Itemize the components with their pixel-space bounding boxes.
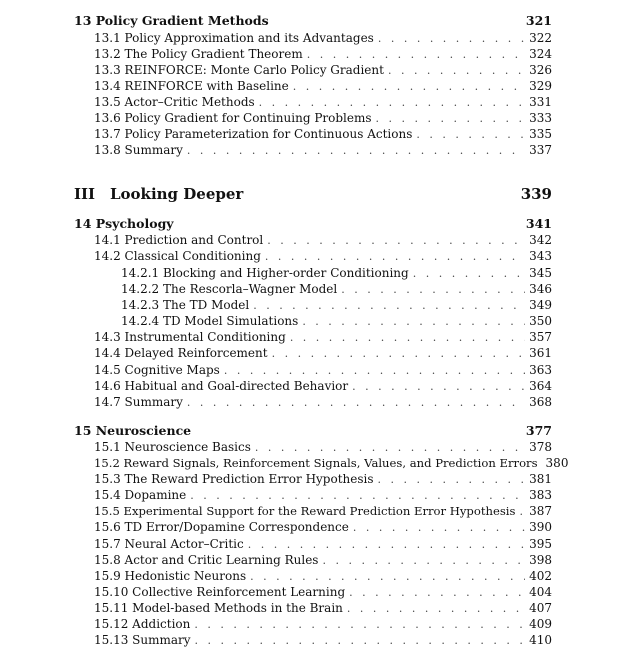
- toc-entry[interactable]: [94, 503, 552, 519]
- leader-dots: [253, 298, 525, 314]
- leader-dots: [413, 266, 525, 282]
- toc-entry[interactable]: [94, 126, 552, 142]
- chapter-page: 377: [525, 423, 552, 438]
- entry-page: 404: [529, 585, 552, 599]
- entry-page: 345: [529, 266, 552, 280]
- part-page: 339: [520, 185, 552, 203]
- toc-entry[interactable]: [94, 616, 552, 632]
- leader-dots: [250, 569, 525, 585]
- entry-page: 350: [529, 314, 552, 328]
- entry-page: 364: [529, 379, 552, 393]
- toc-entry[interactable]: [94, 378, 552, 394]
- entry-label: 13.1 Policy Approximation and its Advantages: [94, 31, 374, 45]
- entry-label: 13.4 REINFORCE with Baseline: [94, 79, 289, 93]
- toc-entry[interactable]: [94, 30, 552, 46]
- toc-entry[interactable]: [94, 487, 552, 503]
- entry-page: 329: [529, 79, 552, 93]
- leader-dots: [224, 363, 525, 379]
- leader-dots: [272, 346, 526, 362]
- toc-entry[interactable]: [94, 110, 552, 126]
- leader-dots: [416, 127, 525, 143]
- leader-dots: [347, 601, 525, 617]
- toc-entry[interactable]: [94, 584, 552, 600]
- entry-page: 346: [529, 282, 552, 296]
- entry-label: 14.2.4 TD Model Simulations: [121, 314, 299, 328]
- toc-entry[interactable]: [94, 78, 552, 94]
- leader-dots: [190, 488, 525, 504]
- part-3-heading[interactable]: [74, 183, 552, 205]
- entry-page: 349: [529, 298, 552, 312]
- toc-entry[interactable]: [94, 394, 552, 410]
- entry-page: 378: [529, 440, 552, 454]
- entry-page: 342: [529, 233, 552, 247]
- entry-label: 15.2 Reward Signals, Reinforcement Signals, Values, and Prediction Errors: [94, 456, 538, 470]
- leader-dots: [259, 95, 525, 111]
- entry-page: 383: [529, 488, 552, 502]
- toc-entry[interactable]: [94, 46, 552, 62]
- entry-label: 13.6 Policy Gradient for Continuing Problems: [94, 111, 372, 125]
- part-title-group: [74, 183, 517, 205]
- toc-entry[interactable]: [94, 62, 552, 78]
- entry-label: 13.7 Policy Parameterization for Continuous Actions: [94, 127, 413, 141]
- entry-label: 14.4 Delayed Reinforcement: [94, 346, 268, 360]
- entry-page: 331: [529, 95, 552, 109]
- entry-label: 13.5 Actor–Critic Methods: [94, 95, 255, 109]
- leader-dots: [248, 537, 525, 553]
- entry-page: 410: [529, 633, 552, 647]
- entry-label: 15.3 The Reward Prediction Error Hypothesis: [94, 472, 374, 486]
- toc-entry[interactable]: [94, 600, 552, 616]
- toc-entry[interactable]: [94, 439, 552, 455]
- leader-dots: [194, 617, 525, 633]
- chapter-page: 341: [525, 216, 552, 231]
- leader-dots: [353, 520, 525, 536]
- leader-dots: [187, 143, 525, 159]
- entry-label: 15.1 Neuroscience Basics: [94, 440, 251, 454]
- entry-label: 14.2 Classical Conditioning: [94, 249, 261, 263]
- entry-label: 13.2 The Policy Gradient Theorem: [94, 47, 303, 61]
- chapter-title: 14 Psychology: [74, 216, 174, 231]
- entry-page: 357: [529, 330, 552, 344]
- toc-subentry[interactable]: [121, 297, 552, 313]
- toc-subentry[interactable]: [121, 313, 552, 329]
- leader-dots: [352, 379, 525, 395]
- leader-dots: [265, 249, 525, 265]
- entry-label: 15.5 Experimental Support for the Reward Prediction Error Hypothesis: [94, 504, 516, 518]
- entry-page: 409: [529, 617, 552, 631]
- leader-dots: [378, 472, 526, 488]
- entry-label: 13.8 Summary: [94, 143, 183, 157]
- entry-page: 368: [529, 395, 552, 409]
- entry-label: 14.2.3 The TD Model: [121, 298, 250, 312]
- entry-label: 15.11 Model-based Methods in the Brain: [94, 601, 343, 615]
- leader-dots: [302, 314, 525, 330]
- toc-entry[interactable]: [94, 232, 552, 248]
- chapter-13-heading[interactable]: [74, 13, 552, 29]
- toc-entry[interactable]: [94, 329, 552, 345]
- entry-label: 15.6 TD Error/Dopamine Correspondence: [94, 520, 349, 534]
- entry-page: 337: [529, 143, 552, 157]
- entry-page: 335: [529, 127, 552, 141]
- entry-label: 15.9 Hedonistic Neurons: [94, 569, 247, 583]
- toc-entry[interactable]: [94, 471, 552, 487]
- entry-page: 324: [529, 47, 552, 61]
- chapter-title: 13 Policy Gradient Methods: [74, 13, 269, 28]
- leader-dots: [290, 330, 525, 346]
- entry-page: 343: [529, 249, 552, 263]
- leader-dots: [187, 395, 525, 411]
- entry-page: 387: [529, 504, 552, 518]
- leader-dots: [388, 63, 525, 79]
- entry-label: 15.10 Collective Reinforcement Learning: [94, 585, 346, 599]
- entry-label: 15.4 Dopamine: [94, 488, 187, 502]
- entry-label: 14.7 Summary: [94, 395, 183, 409]
- entry-page: 398: [529, 553, 552, 567]
- leader-dots: [255, 440, 525, 456]
- toc-entry[interactable]: [94, 248, 552, 264]
- entry-label: 13.3 REINFORCE: Monte Carlo Policy Gradient: [94, 63, 384, 77]
- entry-page: 395: [529, 537, 552, 551]
- leader-dots: [349, 585, 525, 601]
- entry-page: 322: [529, 31, 552, 45]
- entry-label: 14.3 Instrumental Conditioning: [94, 330, 286, 344]
- entry-label: 14.2.1 Blocking and Higher-order Conditioning: [121, 266, 409, 280]
- entry-page: 390: [529, 520, 552, 534]
- toc-entry[interactable]: [94, 568, 552, 584]
- toc-entry[interactable]: [94, 519, 552, 535]
- toc-entry[interactable]: [94, 362, 552, 378]
- leader-dots: [293, 79, 525, 95]
- part-title: Looking Deeper: [110, 185, 244, 203]
- entry-label: 14.2.2 The Rescorla–Wagner Model: [121, 282, 338, 296]
- entry-label: 15.7 Neural Actor–Critic: [94, 537, 244, 551]
- entry-label: 15.13 Summary: [94, 633, 191, 647]
- leader-dots: [267, 233, 525, 249]
- entry-page: 402: [529, 569, 552, 583]
- entry-page: 363: [529, 363, 552, 377]
- entry-page: 407: [529, 601, 552, 615]
- chapter-15-heading[interactable]: [74, 423, 552, 439]
- toc-entry[interactable]: [94, 536, 552, 552]
- toc-entry[interactable]: [94, 142, 552, 158]
- leader-dots: [322, 553, 525, 569]
- entry-page: 380: [545, 456, 569, 470]
- toc-entry[interactable]: [94, 552, 552, 568]
- toc-subentry[interactable]: [121, 281, 552, 297]
- entry-label: 14.5 Cognitive Maps: [94, 363, 220, 377]
- chapter-title: 15 Neuroscience: [74, 423, 192, 438]
- leader-dots: [307, 47, 525, 63]
- toc-entry[interactable]: [94, 94, 552, 110]
- toc-entry[interactable]: [94, 345, 552, 361]
- toc-entry[interactable]: [94, 632, 552, 648]
- chapter-page: 321: [525, 13, 552, 28]
- toc-entry[interactable]: [94, 455, 569, 471]
- entry-page: 361: [529, 346, 552, 360]
- entry-page: 381: [529, 472, 552, 486]
- entry-label: 15.12 Addiction: [94, 617, 191, 631]
- leader-dots: [376, 111, 526, 127]
- entry-label: 14.6 Habitual and Goal-directed Behavior: [94, 379, 349, 393]
- leader-dots: [378, 31, 525, 47]
- entry-page: 333: [529, 111, 552, 125]
- leader-dots: [341, 282, 525, 298]
- entry-label: 15.8 Actor and Critic Learning Rules: [94, 553, 319, 567]
- toc-subentry[interactable]: [121, 265, 552, 281]
- entry-page: 326: [529, 63, 552, 77]
- entry-label: 14.1 Prediction and Control: [94, 233, 264, 247]
- chapter-14-heading[interactable]: [74, 216, 552, 232]
- leader-dots: [195, 633, 526, 649]
- part-number: III: [74, 185, 96, 203]
